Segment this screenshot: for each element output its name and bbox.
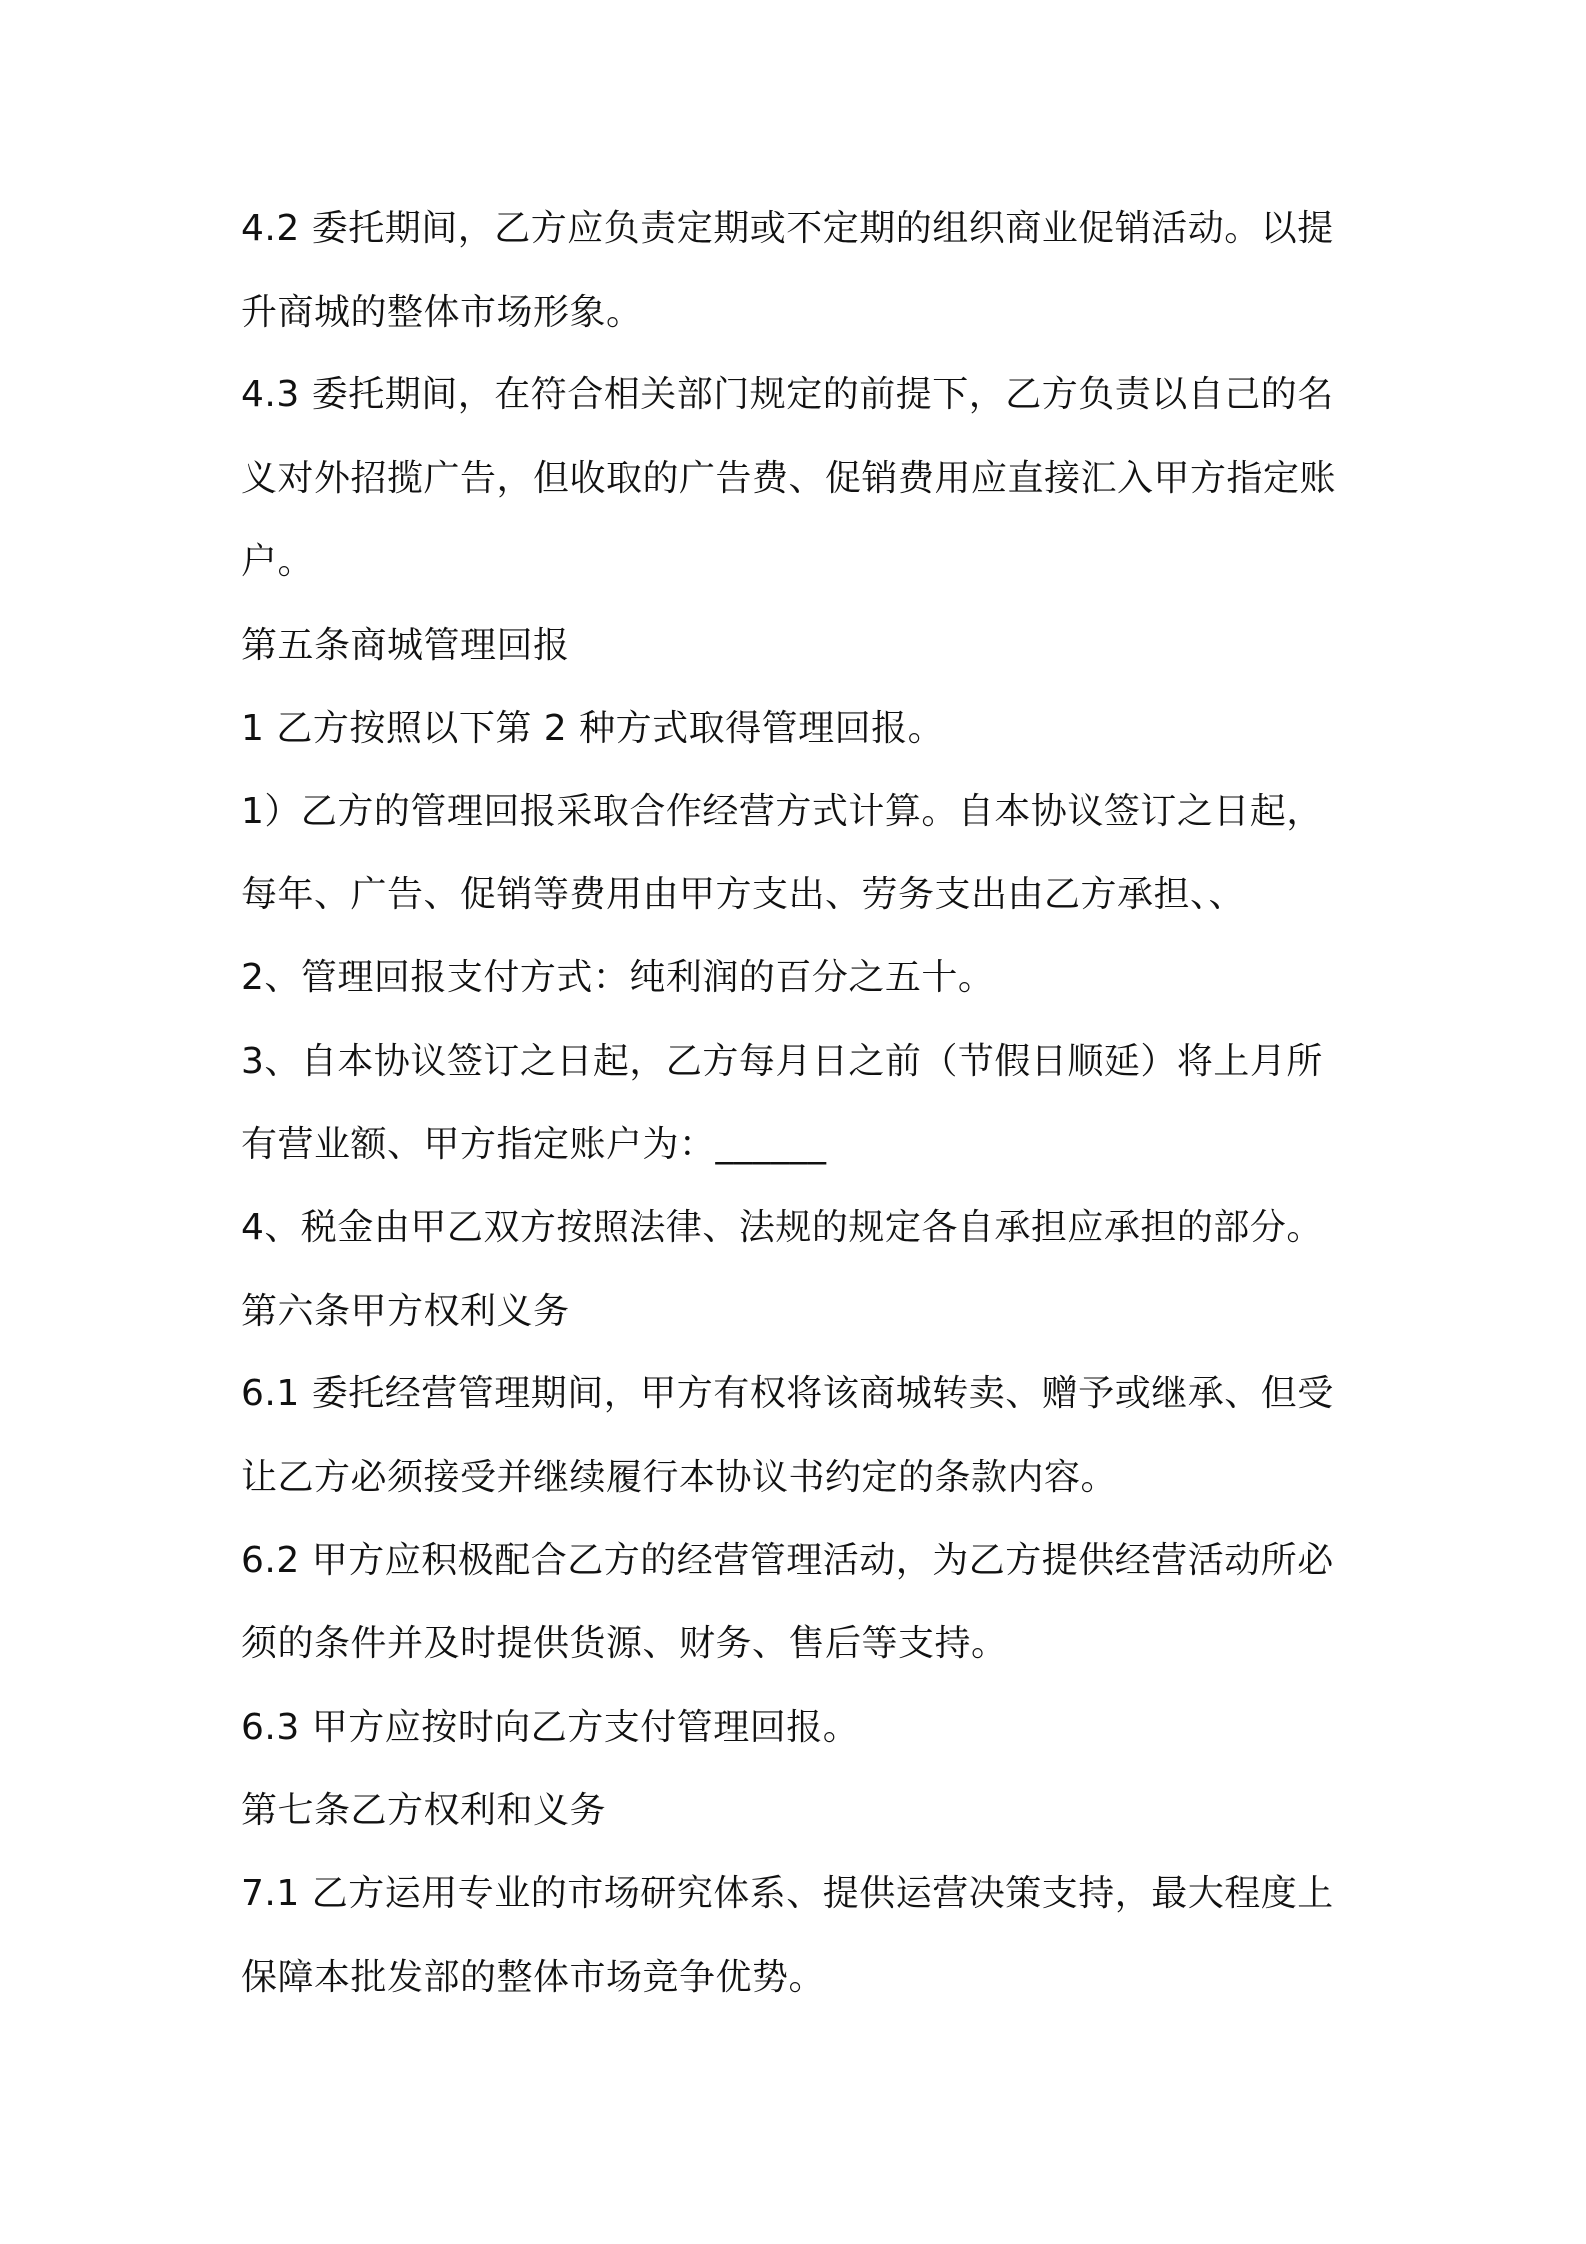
text-line: 1）乙方的管理回报采取合作经营方式计算。自本协议签订之日起， — [241, 791, 1323, 832]
text-line: 4、税金由甲乙双方按照法律、法规的规定各自承担应承担的部分。 — [241, 1207, 1323, 1248]
text-line: 须的条件并及时提供货源、财务、售后等支持。 — [241, 1623, 1008, 1664]
text-line: 3、自本协议签订之日起，乙方每月日之前（节假日顺延）将上月所 — [241, 1041, 1323, 1082]
text-line: 6.1 委托经营管理期间，甲方有权将该商城转卖、赠予或继承、但受 — [241, 1373, 1334, 1414]
text-line: 2、管理回报支付方式：纯利润的百分之五十。 — [241, 957, 995, 998]
text-line: 1 乙方按照以下第 2 种方式取得管理回报。 — [241, 708, 945, 749]
text-line: 让乙方必须接受并继续履行本协议书约定的条款内容。 — [241, 1457, 1118, 1498]
section-heading: 第七条乙方权利和义务 — [241, 1790, 607, 1831]
text-line: 4.3 委托期间，在符合相关部门规定的前提下，乙方负责以自己的名 — [241, 374, 1334, 415]
text-line: 户。 — [241, 541, 315, 582]
text-line: 升商城的整体市场形象。 — [241, 292, 643, 333]
text-line: 4.2 委托期间，乙方应负责定期或不定期的组织商业促销活动。以提 — [241, 208, 1334, 249]
text-line: 义对外招揽广告，但收取的广告费、促销费用应直接汇入甲方指定账 — [241, 458, 1337, 499]
text-line: 每年、广告、促销等费用由甲方支出、劳务支出由乙方承担、、 — [241, 874, 1246, 915]
section-heading: 第五条商城管理回报 — [241, 625, 570, 666]
text-line: 6.3 甲方应按时向乙方支付管理回报。 — [241, 1707, 860, 1748]
section-heading: 第六条甲方权利义务 — [241, 1291, 570, 1332]
text-line: 有营业额、甲方指定账户为：______ — [241, 1124, 827, 1165]
text-line: 7.1 乙方运用专业的市场研究体系、提供运营决策支持，最大程度上 — [241, 1873, 1334, 1914]
text-line: 6.2 甲方应积极配合乙方的经营管理活动，为乙方提供经营活动所必 — [241, 1540, 1334, 1581]
text-line: 保障本批发部的整体市场竞争优势。 — [241, 1957, 826, 1998]
